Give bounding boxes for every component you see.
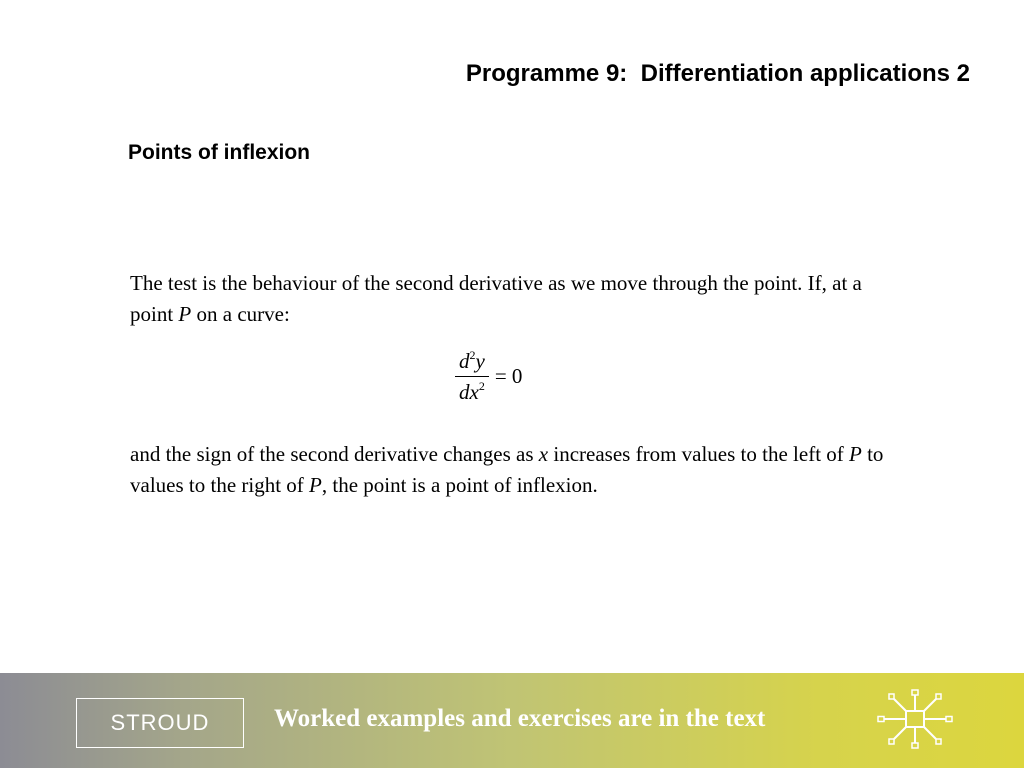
variable-x: x — [538, 442, 549, 466]
stroud-logo: STROUD — [76, 698, 244, 748]
exponent: 2 — [478, 379, 485, 393]
variable-p: P — [849, 442, 862, 466]
paragraph-intro — [130, 268, 910, 330]
footer-text: Worked examples and exercises are in the text — [274, 705, 766, 732]
paragraph-text: to values to the right of — [130, 442, 884, 497]
paragraph-text: , the point is a point of inflexion. — [321, 473, 598, 497]
equals-zero: = 0 — [494, 364, 523, 388]
symbol-d: d — [459, 349, 470, 373]
variable-p: P — [178, 302, 192, 326]
fraction-denominator — [455, 376, 489, 405]
paragraph-conclusion — [130, 439, 910, 501]
section-heading: Points of inflexion — [128, 141, 310, 164]
paragraph-text: and the sign of the second derivative changes as — [130, 442, 539, 466]
paragraph-text: on a curve: — [191, 302, 290, 326]
second-derivative-equation — [455, 348, 522, 405]
fraction — [455, 348, 489, 405]
network-icon — [870, 687, 960, 753]
paragraph-text: increases from values to the left of — [548, 442, 850, 466]
symbol-dx: dx — [459, 380, 479, 404]
fraction-numerator — [455, 348, 489, 376]
footer-bar — [0, 673, 1024, 768]
symbol-y: y — [475, 349, 485, 373]
paragraph-text: The test is the behaviour of the second derivative as we move through the point. If, at a point — [130, 271, 862, 326]
page-title: Programme 9: Differentiation applications 2 — [465, 60, 970, 87]
exponent: 2 — [469, 348, 476, 362]
variable-p: P — [309, 473, 322, 497]
